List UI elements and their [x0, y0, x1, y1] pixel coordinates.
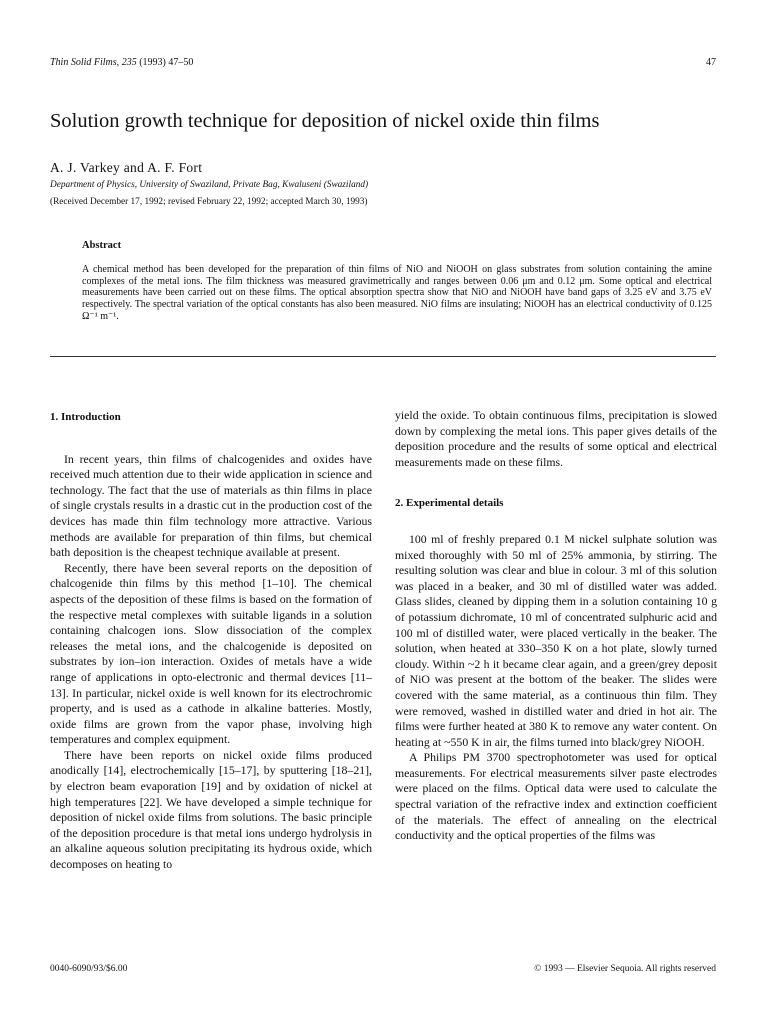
journal-volume: 235	[121, 57, 137, 68]
abstract-text: A chemical method has been developed for the preparation of thin films of NiO and NiOOH on glass substrates from solution containing the amine complexes of the metal ions. The film thickness was measured gravimetrically and ranges between 0.06 μm and 0.12 μm. Some optical and electrical measurements have been carried out on these films. The optical absorption spectra show that NiO and NiOOH have band gaps of 3.25 eV and 3.75 eV respectively. The spectral variation of the optical constants has also been measured. NiO films are insulating; NiOOH has an electrical conductivity of 0.125 Ω⁻¹ m⁻¹.	[82, 264, 712, 322]
paragraph: In recent years, thin films of chalcogenides and oxides have received much attention due to their wide application in science and technology. The fact that the use of materials as thin films in place of single crystals results in a drastic cut in the production cost of the devices has made thin film technology more attractive. Various methods are available for preparation of thin films, but chemical bath deposition is the cheapest technique available at present.	[50, 451, 372, 560]
page-footer	[50, 964, 716, 978]
paragraph: yield the oxide. To obtain continuous films, precipitation is slowed down by complexing the metal ions. This paper gives details of the deposition procedure and the results of some optical and electrical measurements made on these films.	[395, 408, 717, 469]
paragraph: There have been reports on nickel oxide films produced anodically [14], electrochemically [15–17], by sputtering [18–21], by electron beam evaporation [19] and by oxidation of nickel at high temperatures [22]. We have developed a simple technique for deposition of nickel oxide films from solutions. The basic principle of the deposition procedure is that metal ions undergo hydrolysis in an alkaline aqueous solution precipitating its hydrous oxide, which decomposes on heating to	[50, 747, 372, 872]
journal-issue-pages: (1993) 47–50	[139, 57, 194, 68]
journal-citation	[50, 57, 193, 68]
journal-name: Thin Solid Films,	[50, 57, 120, 68]
article-title: Solution growth technique for deposition of nickel oxide thin films	[50, 110, 600, 132]
page-number: 47	[706, 57, 716, 68]
paragraph: Recently, there have been several reports on the deposition of chalcogenide thin films by this method [1–10]. The chemical aspects of the deposition of these films is based on the formation of the respective metal complexes with suitable ligands in a solution containing chalcogen ions. Slow dissociation of the complex releases the metal ions, and the chalcogenide is deposited on substrates by ion–ion interaction. Oxides of metals have a wide range of applications in opto-electronic and thermal devices [11–13]. In particular, nickel oxide is well known for its electrochromic property, and is used as a cathode in alkaline batteries. Mostly, oxide films are grown from the vapor phase, involving high temperatures and complex equipment.	[50, 560, 372, 747]
section-heading-introduction: 1. Introduction	[50, 411, 121, 423]
running-head	[50, 57, 716, 71]
article-authors: A. J. Varkey and A. F. Fort	[50, 160, 203, 175]
left-column	[50, 410, 372, 873]
abstract-body	[82, 264, 712, 323]
copyright-notice: © 1993 — Elsevier Sequoia. All rights reserved	[534, 964, 716, 974]
paragraph: A Philips PM 3700 spectrophotometer was used for optical measurements. For electrical measurements silver paste electrodes were placed on the films. Optical data were used to calculate the spectral variation of the refractive index and extinction coefficient of the materials. The effect of annealing on the electrical conductivity and the optical properties of the films was	[395, 750, 717, 843]
section-heading-experimental: 2. Experimental details	[395, 497, 504, 510]
received-dates: (Received December 17, 1992; revised February 22, 1992; accepted March 30, 1993)	[50, 197, 368, 207]
author-affiliation: Department of Physics, University of Swaziland, Private Bag, Kwaluseni (Swaziland)	[50, 180, 369, 190]
paragraph: 100 ml of freshly prepared 0.1 M nickel sulphate solution was mixed thoroughly with 50 ml of 25% ammonia, by stirring. The resulting solution was clear and blue in colour. 3 ml of this solution was placed in a beaker, and 30 ml of distilled water was added. Glass slides, cleaned by dipping them in a solution containing 10 g of potassium dichromate, 10 ml of concentrated sulphuric acid and 100 ml of distilled water, were placed vertically in the beaker. The solution, when heated at 330–350 K on a hot plate, slowly turned cloudy. Within ~2 h it became clear again, and a green/grey deposit of NiO was present at the bottom of the beaker. The slides were covered with the same material, as a continuous thin film. They were removed, washed in distilled water and dried in hot air. The films were further heated at 380 K to remove any water content. On heating at ~550 K in air, the films turned into black/grey NiOOH.	[395, 531, 717, 749]
abstract-heading: Abstract	[82, 240, 122, 251]
right-column	[395, 408, 717, 844]
issn-code: 0040-6090/93/$6.00	[50, 964, 128, 974]
section-divider	[50, 356, 716, 357]
